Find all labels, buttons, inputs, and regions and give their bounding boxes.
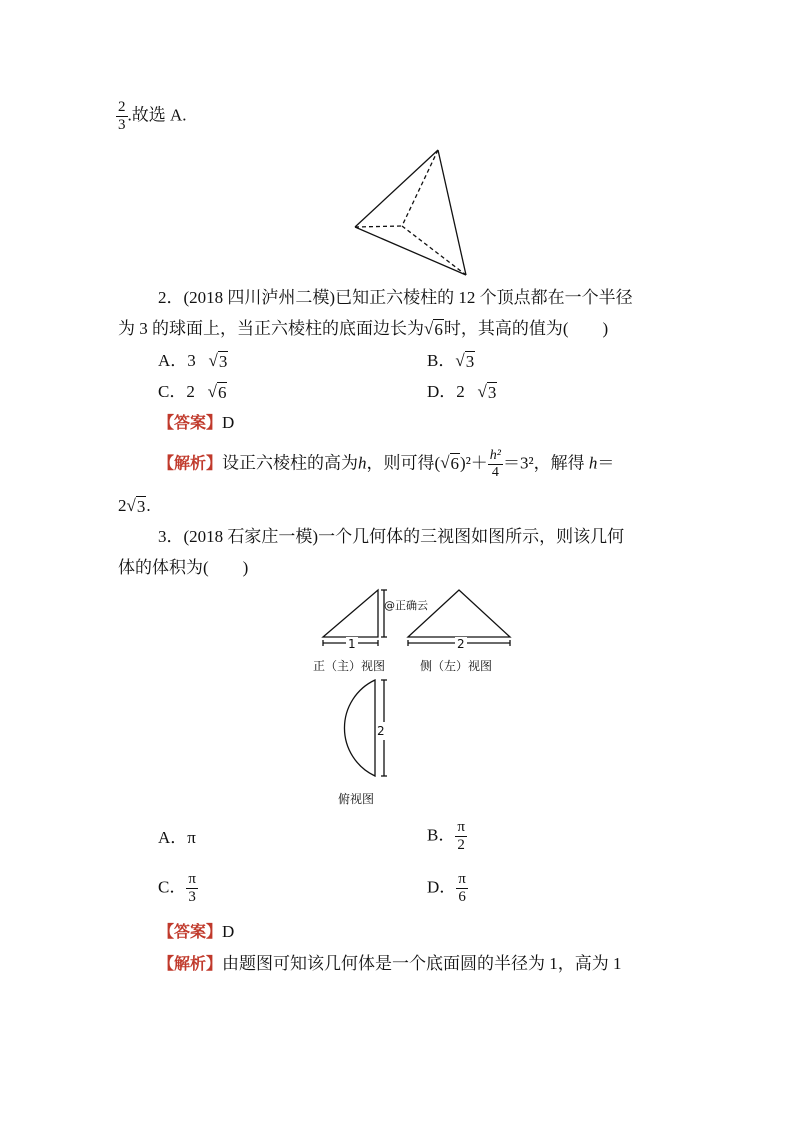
front-view-caption: 正（主）视图 [313,659,386,673]
q2-answer: 【答案】D [158,413,235,432]
watermark: @正确云 [384,599,428,612]
top-view-semicircle [344,680,375,776]
q2-option-b: B． √ 3 [427,351,475,371]
fraction: $\frac{\pi}{2}$ [457,819,465,853]
tetrahedron-figure [350,145,475,280]
q2-stem-line1: 2．(2018 四川泸州二模)已知正六棱柱的 12 个顶点都在一个半径 [158,288,633,307]
three-view-figure [300,585,530,815]
fraction: $\frac{\pi}{6}$ [458,871,466,905]
side-dim-label: 2 [457,637,465,651]
front-dim-label: 1 [348,637,356,651]
sqrt: √ 3 [126,496,146,516]
front-view-triangle [323,590,378,637]
q3-stem-line2: 体的体积为( ) [118,558,249,577]
q3-analysis: 【解析】由题图可知该几何体是一个底面圆的半径为 1，高为 1 [158,954,622,973]
q3-answer: 【答案】D [158,922,235,941]
sqrt: √ 6 [440,453,460,474]
sqrt: √ 3 [455,351,475,371]
q2-option-c: C．2 √ 6 [158,382,227,402]
q3-option-c: C． $\frac{\pi}{3}$ [158,871,196,905]
fraction: $\frac{\text{h²}}{4}$ [489,448,501,480]
q3-option-b: B． $\frac{\pi}{2}$ [427,819,465,853]
sqrt: √ 6 [424,319,443,339]
q3-stem-line1: 3．(2018 石家庄一模)一个几何体的三视图如图所示，则该几何 [158,527,625,546]
sqrt: √ 3 [208,351,228,371]
prev-answer-line: $\frac{2}{3}$ .故选 A. [118,99,187,133]
sqrt: √ 3 [477,382,497,402]
q3-option-a: A．π [158,828,196,847]
fraction: $\frac{2}{3}$ [118,99,126,133]
top-dim-label: 2 [377,724,385,738]
q3-option-d: D． $\frac{\pi}{6}$ [427,871,466,905]
side-view-caption: 侧（左）视图 [420,659,493,673]
fraction: $\frac{\pi}{3}$ [188,871,196,905]
q2-analysis: 【解析】设正六棱柱的高为h，则可得( √ 6 )²＋ $\frac{\text{h²}}{4}$ ＝3²，解得 h＝ [158,448,615,480]
q2-analysis-result: 2 √ 3 . [118,496,151,516]
sqrt: √ 6 [207,382,227,402]
top-view-caption: 俯视图 [338,792,375,806]
q2-option-a: A．3 √ 3 [158,351,228,371]
q2-option-d: D．2 √ 3 [427,382,497,402]
q2-stem-line2: 为 3 的球面上，当正六棱柱的底面边长为 √ 6 时，其高的值为( ) [118,319,609,339]
